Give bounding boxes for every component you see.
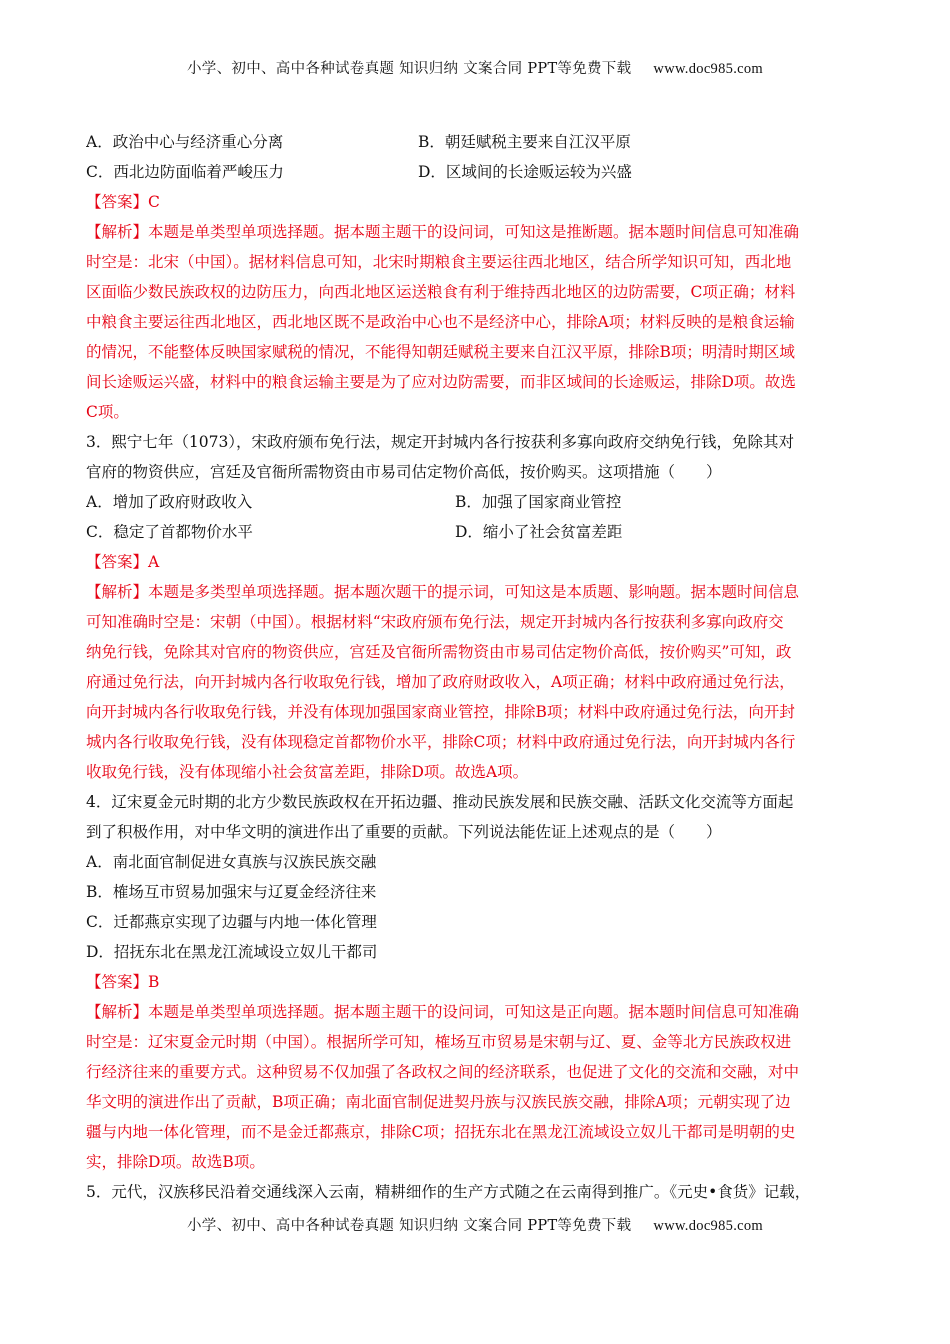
q2-analysis-line: C项。 bbox=[86, 403, 129, 421]
q3-analysis-line: 收取免行钱，没有体现缩小社会贫富差距，排除D项。故选A项。 bbox=[86, 763, 529, 781]
q2-analysis-line: 区面临少数民族政权的边防压力，向西北地区运送粮食有利于维持西北地区的边防需要，C项正确；材料 bbox=[86, 283, 796, 301]
q3-analysis-line: 城内各行收取免行钱，没有体现稳定首都物价水平，排除C项；材料中政府通过免行法，向开封城内各行 bbox=[86, 733, 796, 751]
q4-analysis-line: 时空是：辽宋夏金元时期（中国）。根据所学可知，榷场互市贸易是宋朝与辽、夏、金等北方民族政权进 bbox=[86, 1033, 792, 1051]
q4-stem-line: 到了积极作用，对中华文明的演进作出了重要的贡献。下列说法能佐证上述观点的是（ ） bbox=[86, 823, 722, 841]
q4-analysis bbox=[86, 997, 864, 1177]
q4-answer: 【答案】B bbox=[86, 973, 160, 991]
q2-option-a: A．政治中心与经济重心分离 bbox=[86, 133, 284, 151]
q3-answer: 【答案】A bbox=[86, 553, 160, 571]
q4-stem-line: 4．辽宋夏金元时期的北方少数民族政权在开拓边疆、推动民族发展和民族交融、活跃文化交流等方面起 bbox=[86, 793, 794, 811]
header-url[interactable]: www.doc985.com bbox=[653, 61, 763, 77]
header-text: 小学、初中、高中各种试卷真题 知识归纳 文案合同 PPT等免费下载 bbox=[187, 61, 632, 77]
document-body bbox=[86, 127, 864, 1207]
q3-analysis bbox=[86, 577, 864, 787]
q3-stem-line: 3．熙宁七年（1073），宋政府颁布免行法，规定开封城内各行按获利多寡向政府交纳免行钱，免除其对 bbox=[86, 433, 795, 451]
q3-analysis-line: 【解析】本题是多类型单项选择题。据本题次题干的提示词，可知这是本质题、影响题。据本题时间信息 bbox=[86, 583, 800, 601]
q2-analysis-line: 中粮食主要运往西北地区，西北地区既不是政治中心也不是经济中心，排除A项；材料反映的是粮食运输 bbox=[86, 313, 795, 331]
q2-option-d: D．区域间的长途贩运较为兴盛 bbox=[418, 163, 632, 181]
q5-stem-line: 5．元代，汉族移民沿着交通线深入云南，精耕细作的生产方式随之在云南得到推广。《元史•食货》记载， bbox=[86, 1183, 811, 1201]
q2-option-c: C．西北边防面临着严峻压力 bbox=[86, 163, 284, 181]
page-header bbox=[0, 57, 950, 78]
q3-option-c: C．稳定了首都物价水平 bbox=[86, 523, 253, 541]
q3-option-d: D．缩小了社会贫富差距 bbox=[455, 523, 623, 541]
footer-url[interactable]: www.doc985.com bbox=[653, 1218, 763, 1234]
q3-option-b: B．加强了国家商业管控 bbox=[455, 493, 622, 511]
q4-option-d: D．招抚东北在黑龙江流域设立奴儿干都司 bbox=[86, 943, 378, 961]
q4-analysis-line: 行经济往来的重要方式。这种贸易不仅加强了各政权之间的经济联系，也促进了文化的交流和交融，对中 bbox=[86, 1063, 800, 1081]
q3-analysis-line: 向开封城内各行收取免行钱，并没有体现加强国家商业管控，排除B项；材料中政府通过免行法，向开封 bbox=[86, 703, 795, 721]
q4-analysis-line: 华文明的演进作出了贡献，B项正确；南北面官制促进契丹族与汉族民族交融，排除A项；元朝实现了边 bbox=[86, 1093, 791, 1111]
page-footer bbox=[0, 1214, 950, 1235]
q2-analysis-line: 【解析】本题是单类型单项选择题。据本题主题干的设问词，可知这是推断题。据本题时间信息可知准确 bbox=[86, 223, 800, 241]
q4-option-a: A．南北面官制促进女真族与汉族民族交融 bbox=[86, 853, 377, 871]
q3-analysis-line: 纳免行钱，免除其对官府的物资供应，宫廷及官衙所需物资由市易司估定物价高低，按价购买”可知，政 bbox=[86, 643, 792, 661]
q4-option-b: B．榷场互市贸易加强宋与辽夏金经济往来 bbox=[86, 883, 377, 901]
footer-text: 小学、初中、高中各种试卷真题 知识归纳 文案合同 PPT等免费下载 bbox=[187, 1218, 632, 1234]
q2-options-row-2 bbox=[86, 157, 864, 187]
q4-analysis-line: 【解析】本题是单类型单项选择题。据本题主题干的设问词，可知这是正向题。据本题时间信息可知准确 bbox=[86, 1003, 800, 1021]
q3-options-row-1 bbox=[86, 487, 864, 517]
q3-analysis-line: 府通过免行法，向开封城内各行收取免行钱，增加了政府财政收入，A项正确；材料中政府通过免行法， bbox=[86, 673, 795, 691]
q3-stem-line: 官府的物资供应，宫廷及官衙所需物资由市易司估定物价高低，按价购买。这项措施（ ） bbox=[86, 463, 722, 481]
q3-options-row-2 bbox=[86, 517, 864, 547]
q2-options-row-1 bbox=[86, 127, 864, 157]
q4-analysis-line: 疆与内地一体化管理，而不是金迁都燕京，排除C项；招抚东北在黑龙江流域设立奴儿干都司是明朝的史 bbox=[86, 1123, 796, 1141]
q3-analysis-line: 可知准确时空是：宋朝（中国）。根据材料“宋政府颁布免行法，规定开封城内各行按获利多寡向政府交 bbox=[86, 613, 784, 631]
q2-analysis-line: 间长途贩运兴盛，材料中的粮食运输主要是为了应对边防需要，而非区域间的长途贩运，排除D项。故选 bbox=[86, 373, 796, 391]
q4-option-c: C．迁都燕京实现了边疆与内地一体化管理 bbox=[86, 913, 377, 931]
q2-option-b: B．朝廷赋税主要来自江汉平原 bbox=[418, 133, 631, 151]
q3-option-a: A．增加了政府财政收入 bbox=[86, 493, 253, 511]
q2-analysis-line: 的情况，不能整体反映国家赋税的情况，不能得知朝廷赋税主要来自江汉平原，排除B项；明清时期区域 bbox=[86, 343, 795, 361]
q4-analysis-line: 实，排除D项。故选B项。 bbox=[86, 1153, 265, 1171]
q2-analysis bbox=[86, 217, 864, 427]
q2-answer: 【答案】C bbox=[86, 193, 160, 211]
q2-analysis-line: 时空是：北宋（中国）。据材料信息可知，北宋时期粮食主要运往西北地区，结合所学知识可知，西北地 bbox=[86, 253, 792, 271]
